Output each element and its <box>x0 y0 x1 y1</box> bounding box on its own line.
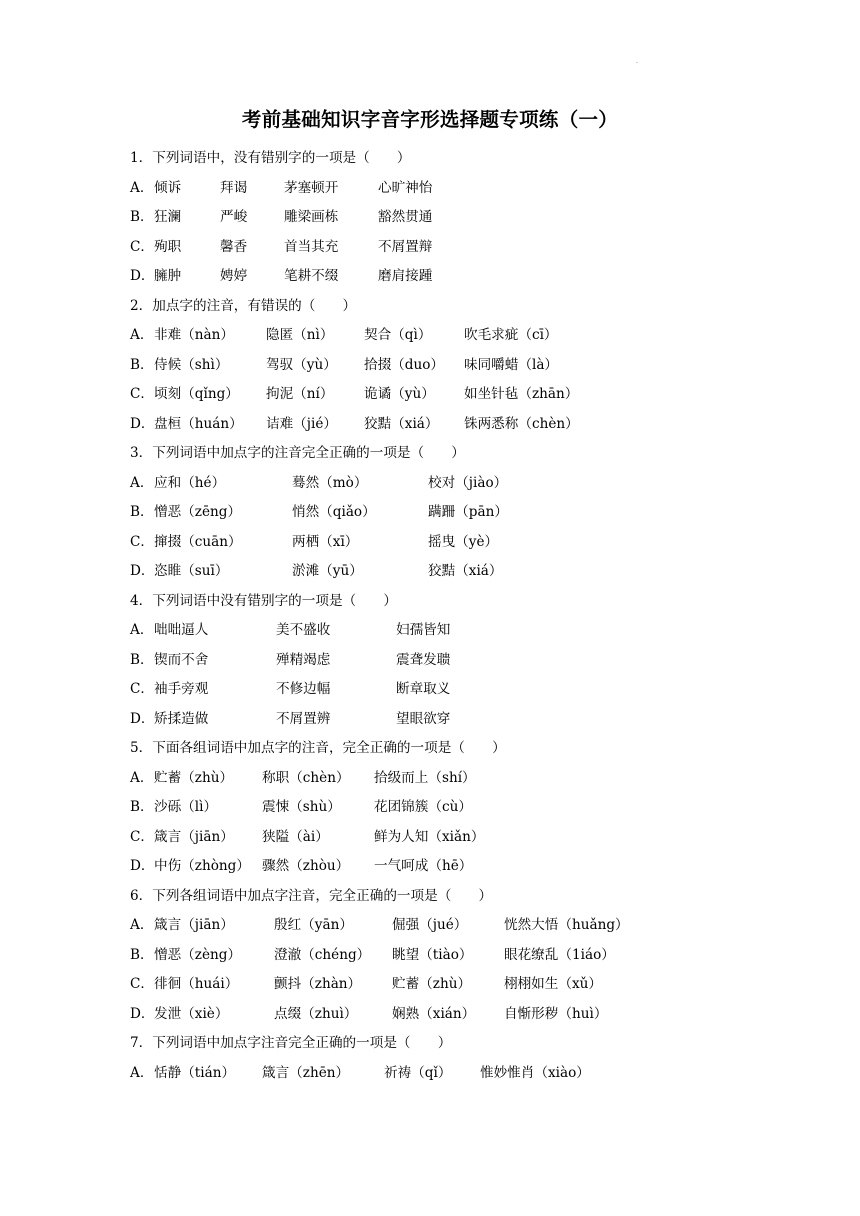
option-row <box>130 646 750 676</box>
option-row <box>130 469 750 499</box>
option-item: 侍候（shì） <box>154 356 229 373</box>
option-label: D． <box>130 563 155 579</box>
option-label: D． <box>130 858 155 874</box>
option-row <box>130 321 750 351</box>
option-row <box>130 528 750 558</box>
option-item: 应和（hé） <box>154 474 226 491</box>
option-item: 味同嚼蜡（là） <box>464 356 559 373</box>
option-row <box>130 793 750 823</box>
option-item: 馨香 <box>220 238 248 255</box>
option-item: 震悚（shù） <box>262 799 341 815</box>
option-item: 铢两悉称（chèn） <box>464 415 579 432</box>
option-item: 倔强（jué） <box>392 917 468 933</box>
option-label: A． <box>130 179 154 196</box>
option-item: 诘难（jié） <box>266 415 337 432</box>
corner-dot: . <box>636 58 638 65</box>
option-label: A． <box>130 1064 154 1081</box>
option-label: D． <box>130 1005 155 1022</box>
option-item: 悄然（qiǎo） <box>292 504 376 520</box>
option-item: 矫揉造做 <box>154 710 209 727</box>
option-item: 不修边幅 <box>276 681 331 697</box>
option-item: 箴言（jiān） <box>154 828 234 845</box>
option-item: 契合（qì） <box>364 327 432 343</box>
option-item: 箴言（zhēn） <box>262 1064 350 1081</box>
option-label: B． <box>130 209 154 225</box>
option-item: 眼花缭乱（1iáo） <box>504 946 615 963</box>
option-row <box>130 852 750 882</box>
option-label: B． <box>130 799 154 815</box>
option-label: A． <box>130 327 154 343</box>
option-item: 雕梁画栋 <box>284 209 339 225</box>
option-item: 顷刻（qǐng） <box>154 386 239 402</box>
option-row <box>130 823 750 853</box>
question-list <box>130 144 750 1088</box>
option-row <box>130 557 750 587</box>
option-row <box>130 262 750 292</box>
option-item: 倾诉 <box>154 179 182 196</box>
option-item: 摇曳（yè） <box>428 533 499 550</box>
option-item: 狂澜 <box>154 209 182 225</box>
option-item: 恣睢（suī） <box>154 563 229 579</box>
option-item: 徘徊（huái） <box>154 976 239 992</box>
option-item: 震聋发聩 <box>396 651 451 668</box>
option-item: 花团锦簇（cù） <box>374 799 472 815</box>
option-item: 殉职 <box>154 238 182 255</box>
option-row <box>130 970 750 1000</box>
option-item: 臃肿 <box>154 268 182 284</box>
option-item: 如坐针毡（zhān） <box>464 386 579 402</box>
option-row <box>130 764 750 794</box>
option-item: 贮蓄（zhù） <box>392 976 472 992</box>
option-item: 妇孺皆知 <box>396 622 451 638</box>
option-item: 磨肩接踵 <box>378 268 433 284</box>
option-label: A． <box>130 474 154 491</box>
option-item: 称职（chèn） <box>262 769 350 786</box>
option-label: A． <box>130 622 154 638</box>
option-item: 沙砾（lì） <box>154 799 218 815</box>
option-row <box>130 705 750 735</box>
option-item: 一气呵成（hē） <box>374 858 473 874</box>
option-item: 拾级而上（shí） <box>374 769 476 786</box>
option-label: B． <box>130 651 154 668</box>
option-item: 恬静（tián） <box>154 1064 236 1081</box>
option-item: 锲而不舍 <box>154 651 209 668</box>
option-item: 袖手旁观 <box>154 681 209 697</box>
option-row <box>130 941 750 971</box>
option-item: 中伤（zhòng） <box>154 858 250 874</box>
option-label: C． <box>130 386 154 402</box>
option-item: 澄澈（chéng） <box>274 946 371 963</box>
option-item: 拜谒 <box>220 179 248 196</box>
option-label: C． <box>130 238 154 255</box>
option-row <box>130 174 750 204</box>
option-label: D． <box>130 268 155 284</box>
option-item: 盘桓（huán） <box>154 415 243 432</box>
option-item: 淤滩（yū） <box>292 563 363 579</box>
question-stem: 1．下列词语中，没有错别字的一项是（ ） <box>130 150 411 166</box>
option-item: 断章取义 <box>396 681 451 697</box>
option-item: 望眼欲穿 <box>396 710 451 727</box>
option-item: 首当其充 <box>284 238 339 255</box>
option-row <box>130 233 750 263</box>
option-item: 美不盛收 <box>276 622 331 638</box>
option-item: 豁然贯通 <box>378 209 433 225</box>
option-label: C． <box>130 681 154 697</box>
option-row <box>130 1059 750 1089</box>
question-stem: 2．加点字的注音，有错误的（ ） <box>130 297 357 314</box>
option-item: 严峻 <box>220 209 248 225</box>
option-item: 两栖（xī） <box>292 533 359 550</box>
option-row <box>130 380 750 410</box>
option-item: 殷红（yān） <box>274 917 353 933</box>
option-row <box>130 616 750 646</box>
option-item: 娴熟（xián） <box>392 1005 476 1022</box>
option-item: 吹毛求疵（cī） <box>464 327 558 343</box>
option-item: 狡黠（xiá） <box>428 563 503 579</box>
option-item: 笔耕不缀 <box>284 268 339 284</box>
option-item: 不屑置辩 <box>378 238 433 255</box>
option-label: C． <box>130 976 154 992</box>
option-item: 惟妙惟肖（xiào） <box>480 1064 590 1081</box>
option-row <box>130 203 750 233</box>
option-item: 蹒跚（pān） <box>428 504 508 520</box>
option-item: 茅塞顿开 <box>284 179 339 196</box>
option-item: 狭隘（ài） <box>262 828 329 845</box>
question-stem: 6．下列各组词语中加点字注音，完全正确的一项是（ ） <box>130 887 493 904</box>
option-item: 憎恶（zēng） <box>154 504 242 520</box>
option-item: 憎恶（zèng） <box>154 946 242 963</box>
option-item: 恍然大悟（huǎng） <box>504 917 629 933</box>
option-row <box>130 498 750 528</box>
option-item: 箴言（jiān） <box>154 917 234 933</box>
option-label: A． <box>130 917 154 933</box>
option-item: 殚精竭虑 <box>276 651 331 668</box>
option-item: 校对（jiào） <box>428 474 508 491</box>
option-item: 娉婷 <box>220 268 248 284</box>
option-item: 贮蓄（zhù） <box>154 769 234 786</box>
option-label: A． <box>130 769 154 786</box>
option-item: 诡谲（yù） <box>364 386 435 402</box>
page-title: 考前基础知识字音字形选择题专项练（一） <box>241 108 619 131</box>
option-item: 发泄（xiè） <box>154 1005 229 1022</box>
option-item: 心旷神怡 <box>378 179 433 196</box>
option-item: 拾掇（duo） <box>364 356 445 373</box>
option-item: 撺掇（cuān） <box>154 533 242 550</box>
option-item: 隐匿（nì） <box>266 327 334 343</box>
option-item: 非难（nàn） <box>154 327 234 343</box>
option-item: 点缀（zhuì） <box>274 1005 358 1022</box>
option-item: 祈祷（qǐ） <box>384 1064 452 1081</box>
question-stem: 7．下列词语中加点字注音完全正确的一项是（ ） <box>130 1035 452 1051</box>
option-item: 狡黠（xiá） <box>364 415 439 432</box>
option-item: 拘泥（ní） <box>266 386 334 402</box>
question-stem: 4．下列词语中没有错别字的一项是（ ） <box>130 592 397 609</box>
option-item: 不屑置辨 <box>276 710 331 727</box>
question-stem: 3．下列词语中加点字的注音完全正确的一项是（ ） <box>130 445 465 461</box>
option-label: B． <box>130 946 154 963</box>
option-label: D． <box>130 710 155 727</box>
option-row <box>130 911 750 941</box>
option-label: B． <box>130 356 154 373</box>
option-label: D． <box>130 415 155 432</box>
option-item: 眺望（tiào） <box>392 946 473 963</box>
option-item: 骤然（zhòu） <box>262 858 350 874</box>
option-label: C． <box>130 828 154 845</box>
option-item: 鲜为人知（xiǎn） <box>374 828 485 845</box>
option-item: 自惭形秽（huì） <box>504 1005 608 1022</box>
option-row <box>130 1000 750 1030</box>
option-row <box>130 675 750 705</box>
option-row <box>130 351 750 381</box>
option-label: B． <box>130 504 154 520</box>
option-label: C． <box>130 533 154 550</box>
option-row <box>130 410 750 440</box>
question-stem: 5．下面各组词语中加点字的注音，完全正确的一项是（ ） <box>130 740 506 756</box>
option-item: 咄咄逼人 <box>154 622 209 638</box>
option-item: 颤抖（zhàn） <box>274 976 362 992</box>
option-item: 蓦然（mò） <box>292 474 368 491</box>
option-item: 驾驭（yù） <box>266 356 337 373</box>
option-item: 栩栩如生（xǔ） <box>504 976 602 992</box>
